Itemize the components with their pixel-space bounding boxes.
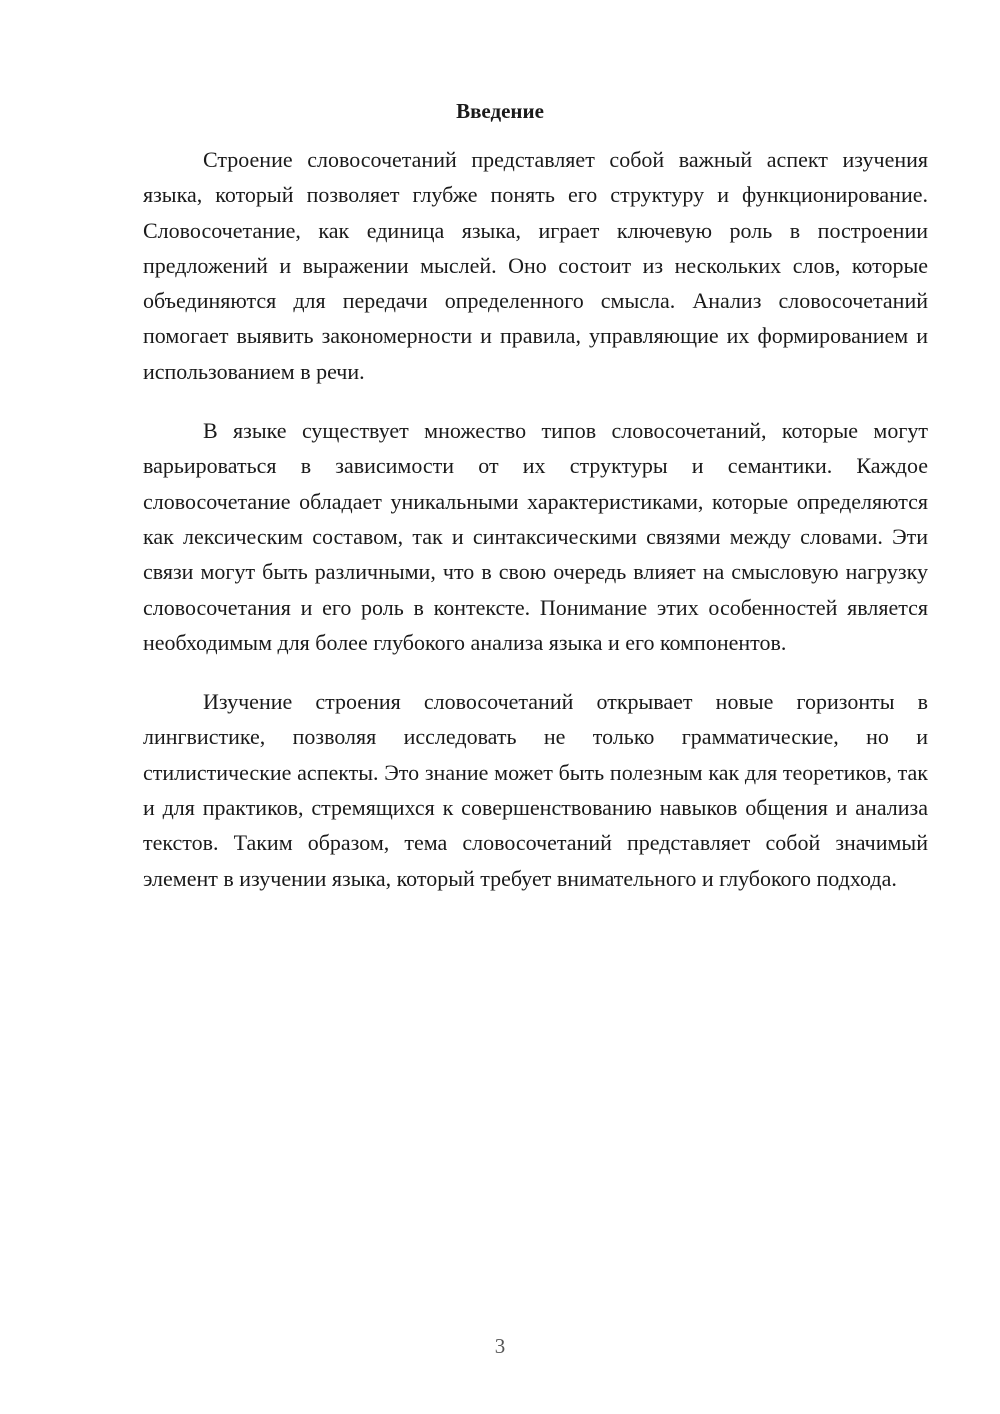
paragraph-1: Строение словосочетаний представляет собой важный аспект изучения языка, который позволяет глубже понять его структуру и функционирование. Словосочетание, как единица языка, играет ключевую роль в построении предложений и выражении мыслей. Оно состоит из нескольких слов, которые объединяются для передачи определенного смысла. Анализ словосочетаний помогает выявить закономерности и правила, управляющие их формированием и использованием в речи. (143, 147, 928, 384)
paragraph-3: Изучение строения словосочетаний открывает новые горизонты в лингвистике, позволяя исследовать не только грамматические, но и стилистические аспекты. Это знание может быть полезным как для теоретиков, так и для практиков, стремящихся к совершенствованию навыков общения и анализа текстов. Таким образом, тема словосочетаний представляет собой значимый элемент в изучении языка, который требует внимательного и глубокого подхода. (143, 689, 928, 891)
page-number: 3 (494, 1334, 506, 1358)
page-title: Введение (456, 99, 544, 123)
body-text (143, 142, 928, 920)
paragraph-2: В языке существует множество типов словосочетаний, которые могут варьироваться в зависимости от их структуры и семантики. Каждое словосочетание обладает уникальными характеристиками, которые определяются как лексическим составом, так и синтаксическими связями между словами. Эти связи могут быть различными, что в свою очередь влияет на смысловую нагрузку словосочетания и его роль в контексте. Понимание этих особенностей является необходимым для более глубокого анализа языка и его компонентов. (143, 418, 928, 655)
